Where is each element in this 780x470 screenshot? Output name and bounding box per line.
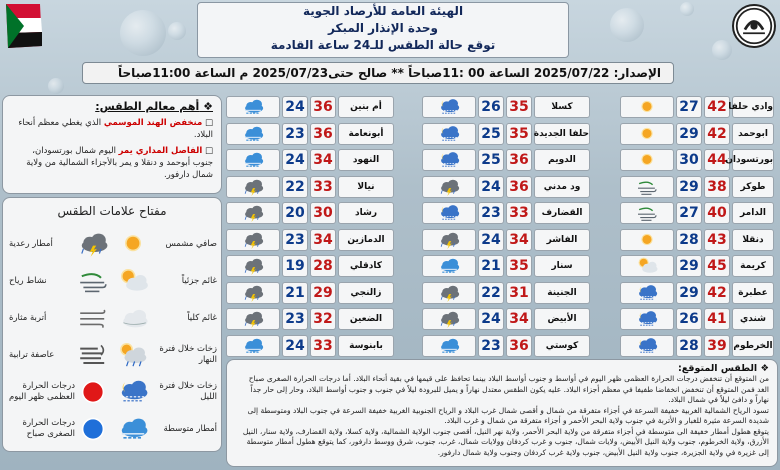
city-name: الفاشر: [534, 229, 590, 251]
city-max-temp: 35: [506, 255, 532, 277]
legend-item: [113, 337, 219, 373]
city-weather-icon-cell: [620, 149, 674, 171]
legend-icon: [77, 339, 109, 371]
legend-icon: [117, 339, 149, 371]
city-row: [422, 149, 578, 171]
sun-icon: [622, 231, 672, 249]
night-showers-icon: [622, 284, 672, 302]
city-weather-icon-cell: [226, 176, 280, 198]
city-min-temp: 25: [478, 149, 504, 171]
city-min-temp: 26: [478, 96, 504, 118]
legend-icon: [117, 302, 149, 334]
city-max-temp: 42: [704, 123, 730, 145]
city-row: [422, 335, 578, 357]
city-row: [620, 202, 776, 224]
city-weather-icon-cell: [226, 202, 280, 224]
city-weather-icon-cell: [422, 96, 476, 118]
night-showers-icon: [424, 151, 474, 169]
city-max-temp: 34: [310, 149, 336, 171]
city-max-temp: 36: [506, 335, 532, 357]
cloud-icon: [117, 302, 149, 334]
city-row: [620, 282, 776, 304]
rain-icon: [117, 413, 149, 445]
city-row: [422, 96, 578, 118]
city-min-temp: 27: [676, 202, 702, 224]
legend-icon: [77, 228, 109, 260]
city-weather-icon-cell: [226, 229, 280, 251]
legend-title: مفتاح علامات الطقس: [57, 204, 167, 218]
city-max-temp: 38: [704, 176, 730, 198]
legend-icon: [77, 413, 109, 445]
city-min-temp: 27: [676, 96, 702, 118]
city-max-temp: 36: [310, 96, 336, 118]
legend-label: درجات الحرارة العظمى ظهر اليوم: [9, 381, 75, 402]
city-name: حلفا الجديدة: [534, 123, 590, 145]
city-min-temp: 19: [282, 255, 308, 277]
city-min-temp: 23: [282, 308, 308, 330]
legend-label: نشاط رياح: [9, 275, 47, 286]
city-weather-icon-cell: [422, 255, 476, 277]
city-name: الدويم: [534, 149, 590, 171]
thunderstorm-icon: [228, 284, 278, 302]
city-name: الدمازين: [338, 229, 394, 251]
city-min-temp: 24: [282, 149, 308, 171]
city-name: زالنجي: [338, 282, 394, 304]
night-showers-icon: [424, 98, 474, 116]
legend-label: أمطار رعدية: [9, 238, 53, 249]
thunderstorm-icon: [424, 178, 474, 196]
city-weather-icon-cell: [422, 229, 476, 251]
city-weather-icon-cell: [422, 335, 476, 357]
city-max-temp: 35: [506, 123, 532, 145]
city-weather-icon-cell: [226, 149, 280, 171]
sun-icon: [622, 151, 672, 169]
city-min-temp: 20: [282, 202, 308, 224]
city-min-temp: 29: [676, 255, 702, 277]
forecast-title: توقع حالة الطقس للـ24 ساعة القادمة: [270, 38, 496, 52]
city-max-temp: 32: [310, 308, 336, 330]
day-showers-icon: [117, 339, 149, 371]
city-name: الخرطوم: [732, 335, 774, 357]
city-weather-icon-cell: [226, 255, 280, 277]
city-name: كريمة: [732, 255, 774, 277]
city-weather-icon-cell: [422, 282, 476, 304]
night-showers-icon: [622, 337, 672, 355]
city-name: الجنينة: [534, 282, 590, 304]
city-max-temp: 42: [704, 96, 730, 118]
city-min-temp: 22: [478, 282, 504, 304]
city-row: [226, 96, 382, 118]
city-row: [226, 149, 382, 171]
wind-icon: [622, 204, 672, 222]
background-drop: [610, 8, 644, 42]
city-row: [226, 123, 382, 145]
city-min-temp: 22: [282, 176, 308, 198]
city-row: [422, 229, 578, 251]
city-row: [620, 149, 776, 171]
feature-item: □ الفاصل المداري يمر اليوم شمال بورتسودان، جنوب أبوحمد و دنقلا و يمر بالأجزاء الشمالية من ولاية شمال دارفور.: [26, 146, 213, 180]
city-row: [226, 282, 382, 304]
city-max-temp: 36: [310, 123, 336, 145]
city-min-temp: 28: [676, 229, 702, 251]
thunderstorm-icon: [228, 204, 278, 222]
legend-label: عاصفة ترابية: [9, 349, 55, 360]
legend-label: غائم كلياً: [187, 312, 217, 323]
city-name: أم بنين: [338, 96, 394, 118]
city-min-temp: 30: [676, 149, 702, 171]
city-name: شندي: [732, 308, 774, 330]
city-row: [422, 308, 578, 330]
sun-icon: [117, 228, 149, 260]
legend-label: صافي مشمس: [165, 238, 217, 249]
city-weather-icon-cell: [422, 149, 476, 171]
city-name: رشاد: [338, 202, 394, 224]
city-max-temp: 36: [506, 149, 532, 171]
city-row: [422, 255, 578, 277]
city-weather-icon-cell: [422, 176, 476, 198]
legend-icon: [117, 376, 149, 408]
city-weather-icon-cell: [226, 308, 280, 330]
legend-label: غائم جزئياً: [181, 275, 217, 286]
thunderstorm-icon: [424, 284, 474, 302]
city-name: كسلا: [534, 96, 590, 118]
city-weather-icon-cell: [422, 308, 476, 330]
city-min-temp: 21: [282, 282, 308, 304]
city-max-temp: 31: [506, 282, 532, 304]
sudan-flag-icon: [2, 2, 44, 50]
rain-icon: [424, 337, 474, 355]
feature-highlight: منخفض الهند الموسمي: [103, 118, 203, 128]
city-name: كوستي: [534, 335, 590, 357]
city-name: أبونعامة: [338, 123, 394, 145]
weather-legend-panel: [2, 197, 222, 452]
city-max-temp: 43: [704, 229, 730, 251]
legend-item: [7, 300, 113, 336]
city-min-temp: 24: [478, 176, 504, 198]
city-max-temp: 39: [704, 335, 730, 357]
forecast-paragraph: تسود الرياح الشمالية الغربية خفيفة السرعة في أجزاء متفرقة من شمال و أقصى شمال غرب البلاد و الرياح الجنوبية الغربية خفيفة السرعة في جنوب البلاد ومتوسطة إلى شديدة السرعة مثيرة للغبار و الأتربة في جنوب ولاية البحر الأحمر و أجزاء متفرقة من شمال و غرب البلاد.: [247, 405, 769, 425]
city-max-temp: 42: [704, 282, 730, 304]
city-weather-icon-cell: [226, 96, 280, 118]
city-row: [226, 176, 382, 198]
legend-label: أتربة مثارة: [9, 312, 47, 323]
city-min-temp: 28: [676, 335, 702, 357]
city-max-temp: 30: [310, 202, 336, 224]
city-min-temp: 21: [478, 255, 504, 277]
city-min-temp: 24: [478, 229, 504, 251]
city-min-temp: 29: [676, 176, 702, 198]
city-max-temp: 44: [704, 149, 730, 171]
issue-validity-bar: [82, 62, 674, 84]
city-row: [226, 202, 382, 224]
legend-item: [113, 374, 219, 410]
rain-icon: [424, 257, 474, 275]
legend-icon: [117, 413, 149, 445]
thunderstorm-icon: [228, 310, 278, 328]
legend-label: زخات خلال فترة الليل: [159, 381, 217, 402]
features-title: ❖ أهم معالم الطقس:: [95, 100, 213, 113]
feature-highlight: الفاصل المداري يمر: [118, 146, 203, 156]
city-min-temp: 26: [676, 308, 702, 330]
city-row: [422, 202, 583, 224]
weather-features-panel: [2, 95, 222, 194]
city-max-temp: 33: [506, 202, 532, 224]
city-max-temp: 36: [506, 176, 532, 198]
thunderstorm-icon: [424, 310, 474, 328]
agency-logo-icon: [732, 4, 776, 48]
issue-text: 2025/07/22 الساعة 00 :11صباحاً ** صالح حتى2025/07/23 م الساعة 11:00صباحاً: [118, 66, 610, 80]
city-row: [226, 335, 382, 357]
city-name: نيالا: [338, 176, 394, 198]
legend-item: [7, 263, 113, 299]
city-weather-icon-cell: [620, 123, 674, 145]
city-name: ابوحمد: [732, 123, 774, 145]
city-max-temp: 41: [704, 308, 730, 330]
city-row: [620, 123, 776, 145]
city-min-temp: 25: [478, 123, 504, 145]
rain-icon: [228, 337, 278, 355]
city-name: ود مدني: [534, 176, 590, 198]
city-row: [422, 176, 581, 198]
city-name: بابنوسة: [338, 335, 394, 357]
background-drop: [48, 78, 64, 94]
legend-icon: [77, 302, 109, 334]
city-max-temp: 45: [704, 255, 730, 277]
features-title-text: أهم معالم الطقس:: [95, 100, 200, 113]
city-max-temp: 34: [310, 229, 336, 251]
red-dot-icon: [77, 376, 109, 408]
feature-text: الذي يغطي معظم أنحاء البلاد.: [18, 118, 213, 140]
city-weather-icon-cell: [422, 202, 476, 224]
city-row: [226, 308, 382, 330]
city-name: الدامر: [732, 202, 774, 224]
thunderstorm-icon: [77, 228, 109, 260]
city-min-temp: 24: [282, 96, 308, 118]
city-row: [620, 255, 776, 277]
blue-dot-icon: [77, 413, 109, 445]
thunderstorm-icon: [228, 178, 278, 196]
sun-icon: [622, 125, 672, 143]
city-name: الأبيض: [534, 308, 590, 330]
dust-icon: [77, 302, 109, 334]
agency-name: الهيئة العامة للأرصاد الجوية: [302, 4, 464, 18]
city-weather-icon-cell: [620, 255, 674, 277]
wind-icon: [77, 265, 109, 297]
thunderstorm-icon: [228, 231, 278, 249]
rain-icon: [228, 151, 278, 169]
legend-label: أمطار متوسطة: [163, 423, 217, 434]
city-max-temp: 28: [310, 255, 336, 277]
issue-label: الإصدار:: [613, 66, 661, 80]
city-name: سنار: [534, 255, 590, 277]
city-name: عطبرة: [732, 282, 774, 304]
city-name: النهود: [338, 149, 394, 171]
legend-item: [7, 374, 113, 410]
forecast-section-title-text: الطقس المتوقع:: [677, 363, 758, 374]
city-max-temp: 33: [310, 335, 336, 357]
legend-icon: [77, 376, 109, 408]
night-showers-icon: [117, 376, 149, 408]
legend-item: [113, 226, 219, 262]
sun-icon: [622, 98, 672, 116]
city-row: [620, 335, 776, 357]
legend-label: درجات الحرارة الصغرى صباح: [22, 418, 75, 439]
thunderstorm-icon: [424, 231, 474, 249]
city-row: [620, 229, 776, 251]
city-min-temp: 23: [478, 335, 504, 357]
city-weather-icon-cell: [422, 123, 476, 145]
header-title-box: [197, 2, 569, 58]
city-max-temp: 34: [506, 308, 532, 330]
city-min-temp: 23: [282, 123, 308, 145]
city-name: طوكر: [732, 176, 774, 198]
background-drop: [120, 10, 166, 56]
city-name: وادي حلفا: [732, 96, 774, 118]
city-row: [226, 255, 382, 277]
city-min-temp: 29: [676, 123, 702, 145]
legend-label: زخات خلال فترة النهار: [159, 344, 217, 365]
city-min-temp: 23: [478, 202, 504, 224]
city-weather-icon-cell: [620, 202, 674, 224]
city-name: القضارف: [534, 202, 590, 224]
city-name: دنقلا: [732, 229, 774, 251]
city-weather-icon-cell: [620, 308, 674, 330]
city-min-temp: 24: [478, 308, 504, 330]
city-min-temp: 24: [282, 335, 308, 357]
city-row: [226, 229, 385, 251]
night-showers-icon: [424, 125, 474, 143]
forecast-paragraph: من المتوقع أن تنخفض درجات الحرارة العظمى ظهر اليوم في أواسط و جنوب أواسط البلاد بينما تحافظ على قيمها في بقية أنحاء البلاد. أما درجات الحرارة الصغرى صباح الغد فمن المتوقع أن تنخفض انخفاضا طفيفا في معظم أجزاء البلاد. عليه يكون الطقس معتدل نهاراً و يميل للبرودة ليلاً في جنوب و جنوب أواسط البلاد، وحار إلى حار جداً نهاراً و دافئ ليلاً في شمال البلاد.: [248, 374, 769, 404]
city-weather-icon-cell: [620, 282, 674, 304]
city-max-temp: 29: [310, 282, 336, 304]
legend-icon: [117, 228, 149, 260]
city-row: [620, 176, 776, 198]
sun-cloud-icon: [117, 265, 149, 297]
feature-item: □ منخفض الهند الموسمي الذي يغطي معظم أنحاء البلاد.: [18, 118, 213, 140]
city-name: بورتسودان: [732, 149, 774, 171]
city-name: الضعين: [338, 308, 394, 330]
city-row: [422, 282, 578, 304]
night-showers-icon: [622, 310, 672, 328]
city-max-temp: 33: [310, 176, 336, 198]
city-min-temp: 29: [676, 282, 702, 304]
thunderstorm-icon: [228, 257, 278, 275]
city-max-temp: 34: [506, 229, 532, 251]
rain-icon: [228, 98, 278, 116]
rain-icon: [228, 125, 278, 143]
feature-text: اليوم شمال بورتسودان، جنوب أبوحمد و دنقلا و يمر بالأجزاء الشمالية من ولاية شمال دارفور.: [26, 146, 213, 180]
city-weather-icon-cell: [620, 335, 674, 357]
city-row: [620, 96, 776, 118]
background-drop: [680, 2, 694, 16]
forecast-paragraph: يتوقع هطول أمطار خفيفة الى متوسطة في أجزاء متفرقة من ولاية البحر الأحمر، ولاية نهر النيل، أقصى جنوب الولاية الشمالية، ولاية كسلا، ولاية القضارف، ولاية سنار، النيل الأزرق، ولاية الخرطوم، جنوب ولاية النيل الأبيض، ولايات شمال، جنوب و غرب كردفان وولايات شمال، غرب، جنوب، شرق ووسط دارفور، كما يتوقع هطول أمطار متوسطة إلى غزيرة في ولاية الجزيرة، جنوب ولاية النيل الأبيض، جنوب ولاية غرب كردفان وجنوب ولاية شمال دارفور.: [242, 426, 769, 457]
night-showers-icon: [424, 204, 474, 222]
duststorm-icon: [77, 339, 109, 371]
background-drop: [712, 40, 732, 60]
wind-icon: [622, 178, 672, 196]
city-weather-icon-cell: [620, 96, 674, 118]
unit-name: وحدة الإنذار المبكر: [328, 21, 438, 35]
city-max-temp: 35: [506, 96, 532, 118]
city-name: كادقلي: [338, 255, 394, 277]
forecast-section-title: ❖ الطقس المتوقع:: [677, 363, 769, 374]
city-weather-icon-cell: [226, 123, 280, 145]
city-weather-icon-cell: [620, 176, 674, 198]
city-weather-icon-cell: [620, 229, 674, 251]
legend-item: [7, 337, 113, 373]
legend-item: [113, 300, 219, 336]
legend-icon: [77, 265, 109, 297]
city-min-temp: 23: [282, 229, 308, 251]
legend-item: [113, 411, 219, 447]
legend-item: [113, 263, 219, 299]
city-weather-icon-cell: [226, 282, 280, 304]
legend-icon: [117, 265, 149, 297]
sun-cloud-icon: [622, 257, 672, 275]
city-row: [422, 123, 589, 145]
city-row: [620, 308, 776, 330]
city-max-temp: 40: [704, 202, 730, 224]
legend-item: [7, 226, 113, 262]
city-weather-icon-cell: [226, 335, 280, 357]
expected-weather-panel: [226, 359, 778, 467]
legend-item: [7, 411, 113, 447]
background-drop: [168, 22, 186, 40]
